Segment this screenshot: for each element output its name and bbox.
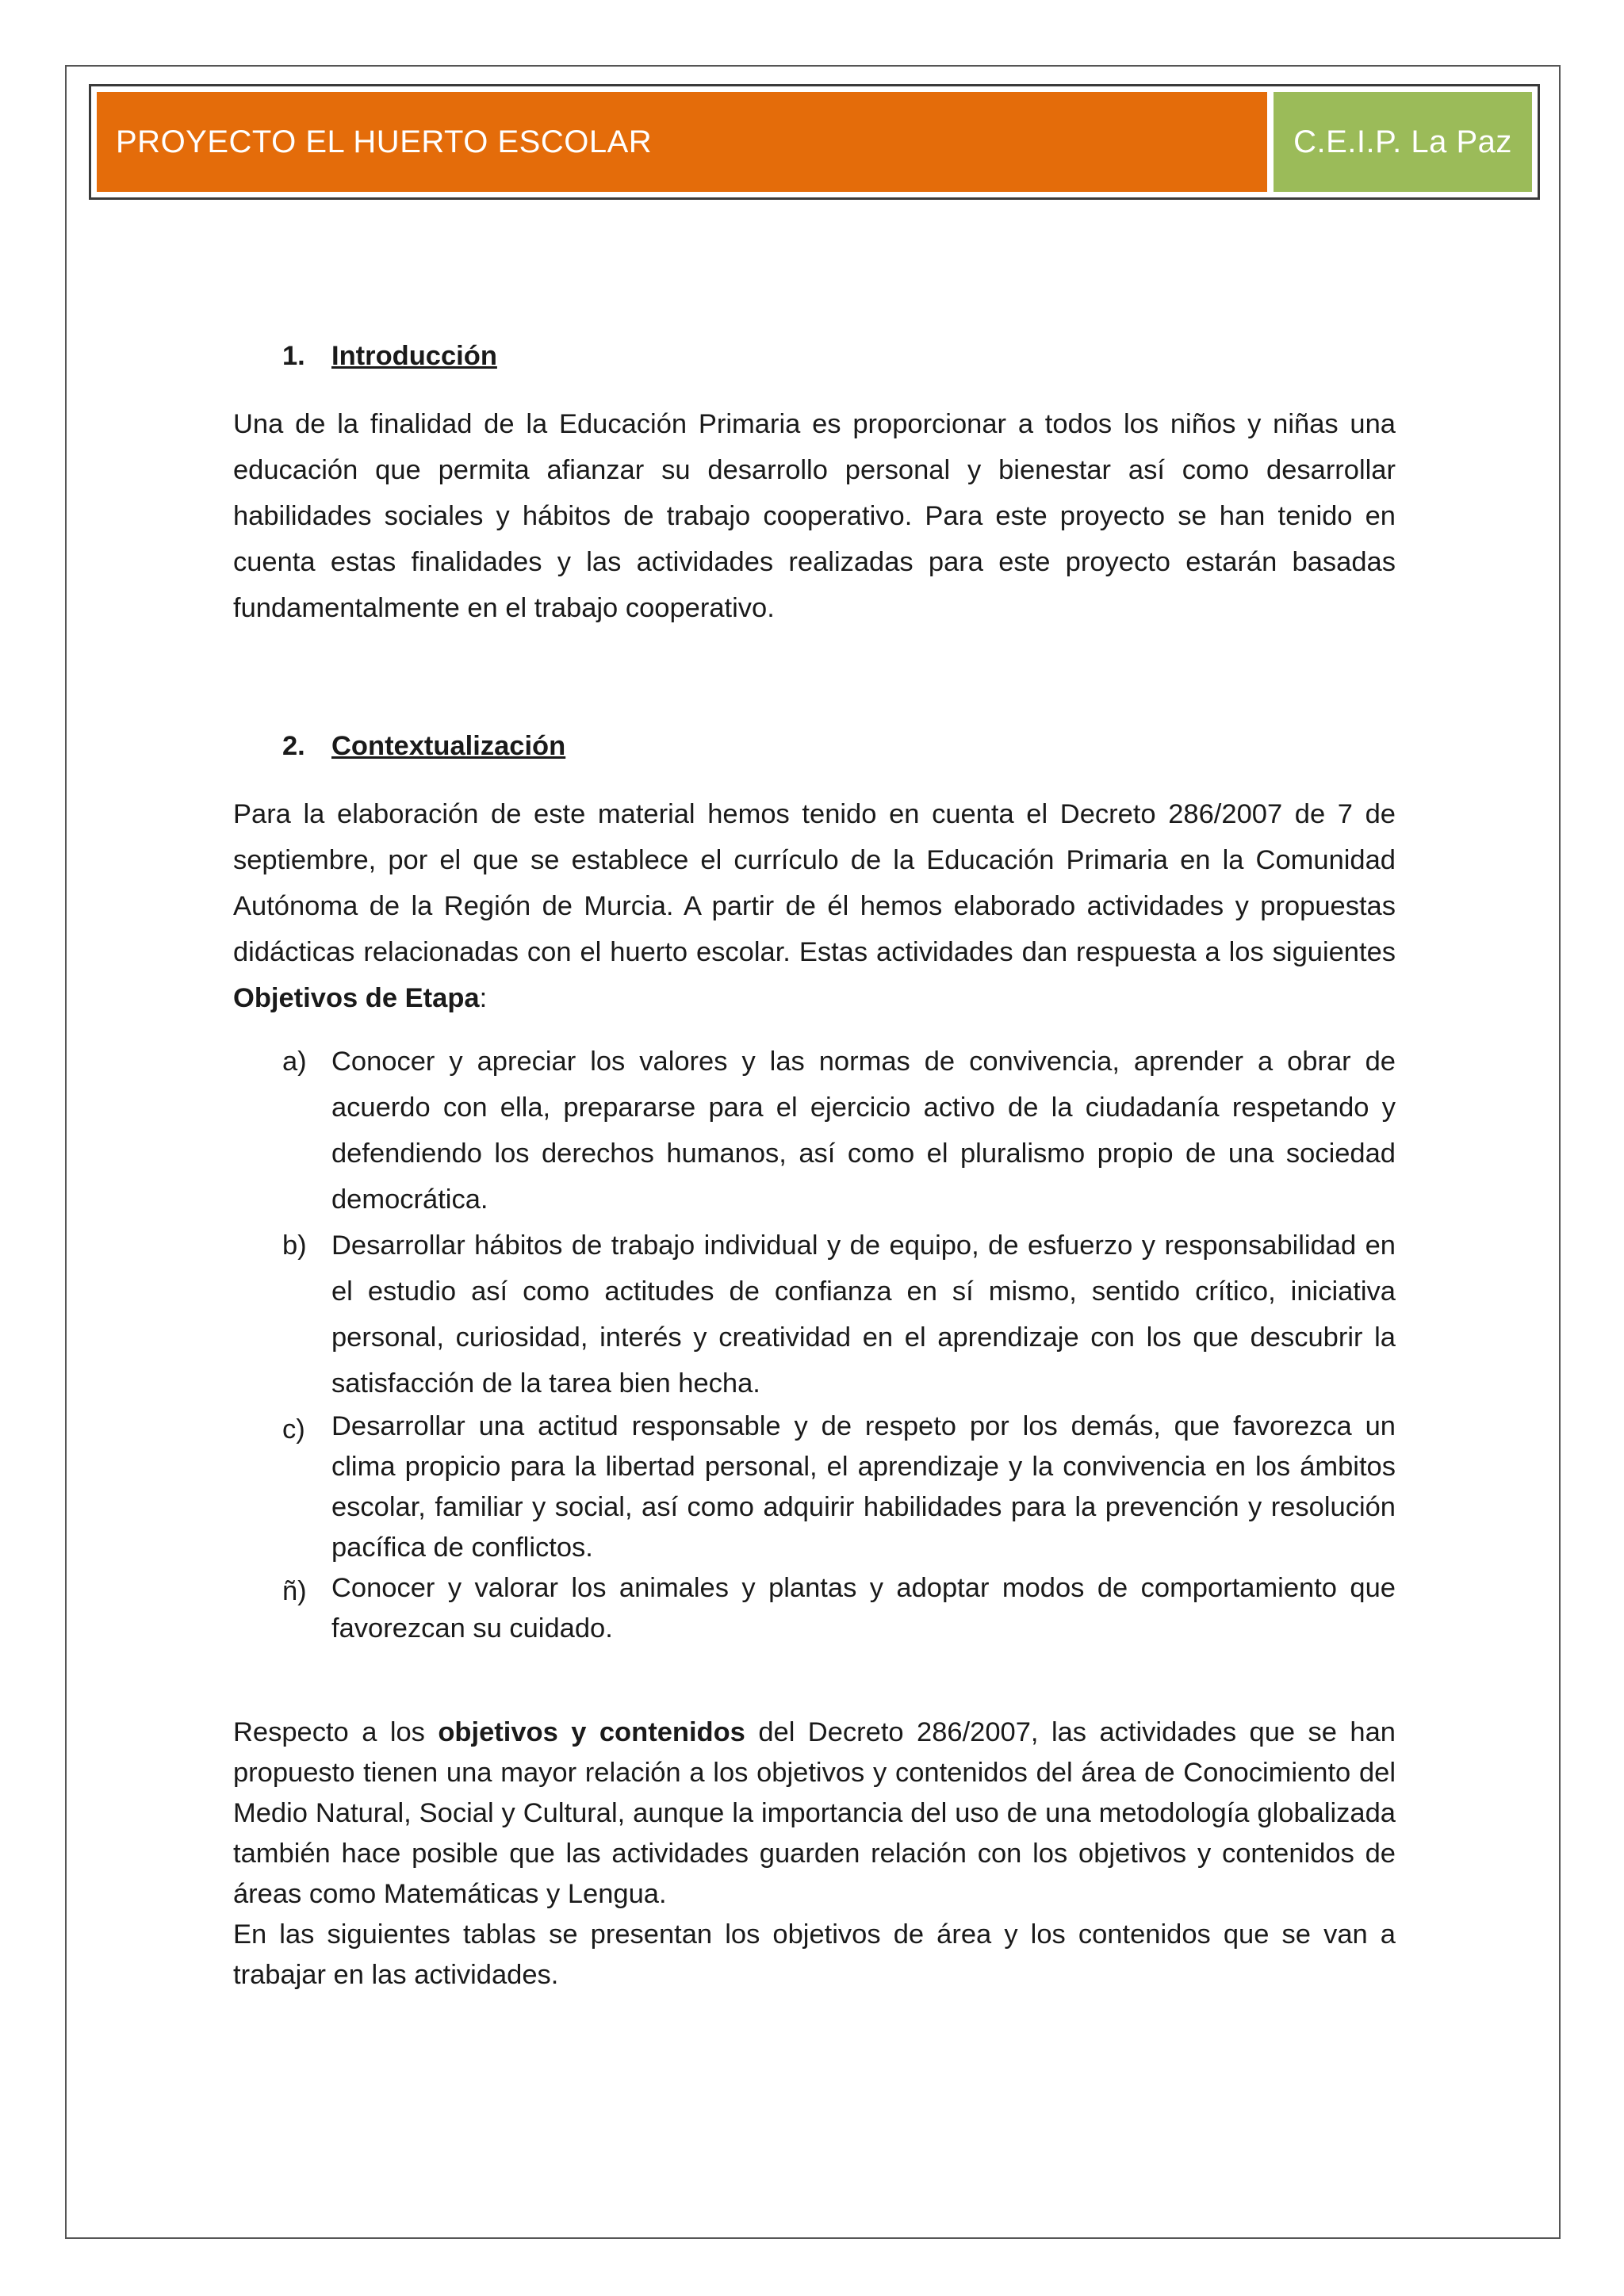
list-item: [233, 1039, 1396, 1223]
school-name: C.E.I.P. La Paz: [1293, 124, 1512, 159]
section-title: Introducción: [331, 341, 497, 371]
list-text: Desarrollar una actitud responsable y de respeto por los demás, que favorezca un clima propicio para la libertad personal, el aprendizaje y la convivencia en los ámbitos escolar, familiar y social, así como adquirir habilidades para la prevención y resolución pacífica de conflictos.: [331, 1411, 1396, 1563]
respecto-lead: Respecto a los: [233, 1717, 439, 1747]
section-number: 2.: [282, 731, 305, 761]
list-marker: b): [282, 1230, 307, 1261]
project-title: PROYECTO EL HUERTO ESCOLAR: [116, 124, 653, 159]
list-marker: ñ): [282, 1576, 307, 1606]
document-body: [233, 333, 1396, 1996]
header-school-banner: [1274, 92, 1532, 192]
list-item: [233, 1568, 1396, 1649]
list-text: Desarrollar hábitos de trabajo individual y de equipo, de esfuerzo y responsabilidad en el estudio así como actitudes de confianza en sí mismo, sentido crítico, iniciativa personal, curiosidad, interés y creatividad en el aprendizaje con los que descubrir la satisfacción de la tarea bien hecha.: [331, 1230, 1396, 1399]
context-colon: :: [479, 983, 488, 1013]
section-number: 1.: [282, 341, 305, 371]
respecto-block: [233, 1712, 1396, 1996]
respecto-rest: del Decreto 286/2007, las actividades que se han propuesto tienen una mayor relación a los objetivos y contenidos del área de Conocimiento del Medio Natural, Social y Cultural, aunque la importancia del uso de una metodología globalizada también hace posible que las actividades guarden relación con los objetivos y contenidos de áreas como Matemáticas y Lengua.: [233, 1717, 1396, 1909]
respecto-paragraph: [233, 1712, 1396, 1915]
section-title: Contextualización: [331, 731, 566, 761]
context-text: Para la elaboración de este material hemos tenido en cuenta el Decreto 286/2007 de 7 de septiembre, por el que se establece el currículo de la Educación Primaria en la Comunidad Autónoma de la Región de Murcia. A partir de él hemos elaborado actividades y propuestas didácticas relacionadas con el huerto escolar. Estas actividades dan respuesta a los siguientes: [233, 799, 1396, 967]
context-paragraph: [233, 791, 1396, 1021]
intro-paragraph: Una de la finalidad de la Educación Primaria es proporcionar a todos los niños y niñas una educación que permita afianzar su desarrollo personal y bienestar así como desarrollar habilidades sociales y hábitos de trabajo cooperativo. Para este proyecto se han tenido en cuenta estas finalidades y las actividades realizadas para este proyecto estarán basadas fundamentalmente en el trabajo cooperativo.: [233, 409, 1396, 623]
list-item: [233, 1406, 1396, 1568]
list-marker: c): [282, 1414, 305, 1445]
objectives-list: [233, 1039, 1396, 1649]
section-heading-introduccion: [282, 333, 1396, 379]
objetivos-contenidos-label: objetivos y contenidos: [438, 1717, 745, 1747]
list-marker: a): [282, 1047, 307, 1077]
list-text: Conocer y apreciar los valores y las normas de convivencia, aprender a obrar de acuerdo con ella, prepararse para el ejercicio activo de la ciudadanía respetando y defendiendo los derechos humanos, así como el pluralismo propio de una sociedad democrática.: [331, 1047, 1396, 1215]
objetivos-etapa-label: Objetivos de Etapa: [233, 983, 480, 1013]
list-item: [233, 1223, 1396, 1406]
header-title-banner: [97, 92, 1267, 192]
closing-paragraph: En las siguientes tablas se presentan los objetivos de área y los contenidos que se van a trabajar en las actividades.: [233, 1919, 1396, 1990]
list-text: Conocer y valorar los animales y plantas y adoptar modos de comportamiento que favorezcan su cuidado.: [331, 1573, 1396, 1644]
section-heading-contextualizacion: [282, 723, 1396, 769]
